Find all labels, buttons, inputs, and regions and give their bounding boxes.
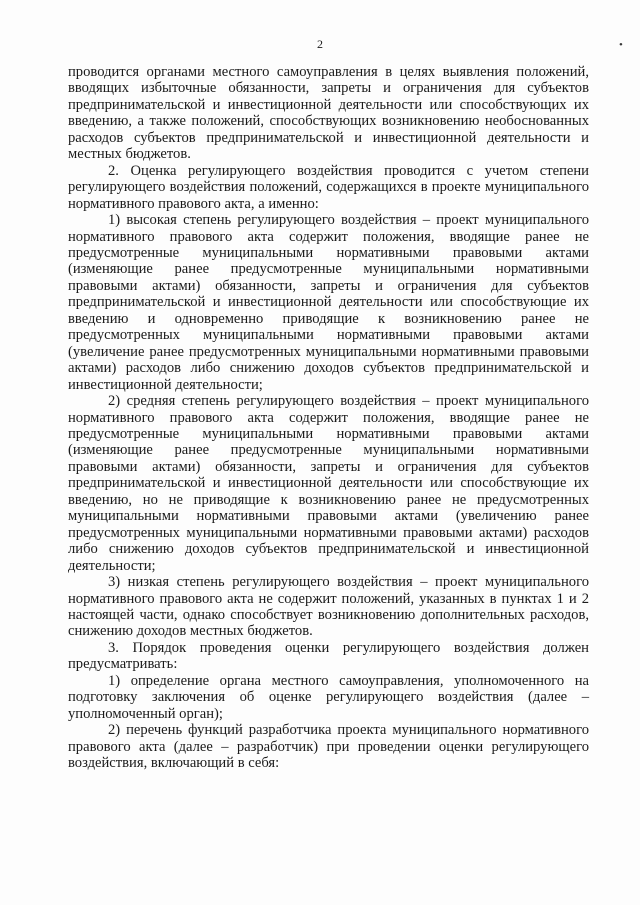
edge-mark: •: [619, 39, 623, 51]
document-body: [68, 64, 589, 771]
paragraph-medium-degree: 2) средняя степень регулирующего воздействия – проект муниципального нормативного правового акта содержит положения, вводящие ранее не предусмотренные муниципальными нормативными правовыми актами (изменяющие ранее предусмотренные муниципальными нормативными правовыми актами) обязанности, запреты и ограничения для субъектов предпринимательской и инвестиционной деятельности или способствующие их введению, но не приводящие к возникновению ранее не предусмотренных муниципальными нормативными правовыми актами (увеличению ранее предусмотренных муниципальными нормативными правовыми актами) расходов либо снижению доходов субъектов предпринимательской и инвестиционной деятельности;: [68, 393, 589, 574]
paragraph-clause-3: 3. Порядок проведения оценки регулирующего воздействия должен предусматривать:: [68, 639, 589, 673]
paragraph-low-degree: 3) низкая степень регулирующего воздействия – проект муниципального нормативного правового акта не содержит положений, указанных в пунктах 1 и 2 настоящей части, однако способствует возникновению дополнительных расходов, снижению доходов местных бюджетов.: [68, 574, 589, 640]
paragraph-continuation: проводится органами местного самоуправления в целях выявления положений, вводящих избыточные обязанности, запреты и ограничения для субъектов предпринимательской и инвестиционной деятельности или способствующих их введению, а также положений, способствующих возникновению необоснованных расходов субъектов предпринимательской и инвестиционной деятельности и местных бюджетов.: [68, 64, 589, 163]
page-number: 2: [317, 37, 323, 51]
paragraph-item-1: 1) определение органа местного самоуправления, уполномоченного на подготовку заключения об оценке регулирующего воздействия (далее – уполномоченный орган);: [68, 672, 589, 722]
paragraph-high-degree: 1) высокая степень регулирующего воздействия – проект муниципального нормативного правового акта содержит положения, вводящие ранее не предусмотренные муниципальными нормативными правовыми актами (изменяющие ранее предусмотренные муниципальными нормативными правовыми актами) обязанности, запреты и ограничения для субъектов предпринимательской и инвестиционной деятельности или способствующие их введению и одновременно приводящие к возникновению ранее не предусмотренных муниципальными нормативными правовыми актами (увеличение ранее предусмотренных муниципальными нормативными правовыми актами) расходов либо снижению доходов субъектов предпринимательской и инвестиционной деятельности;: [68, 212, 589, 393]
paragraph-clause-2: 2. Оценка регулирующего воздействия проводится с учетом степени регулирующего воздействия положений, содержащихся в проекте муниципального нормативного правового акта, а именно:: [68, 162, 589, 212]
paragraph-item-2: 2) перечень функций разработчика проекта муниципального нормативного правового акта (далее – разработчик) при проведении оценки регулирующего воздействия, включающий в себя:: [68, 722, 589, 772]
